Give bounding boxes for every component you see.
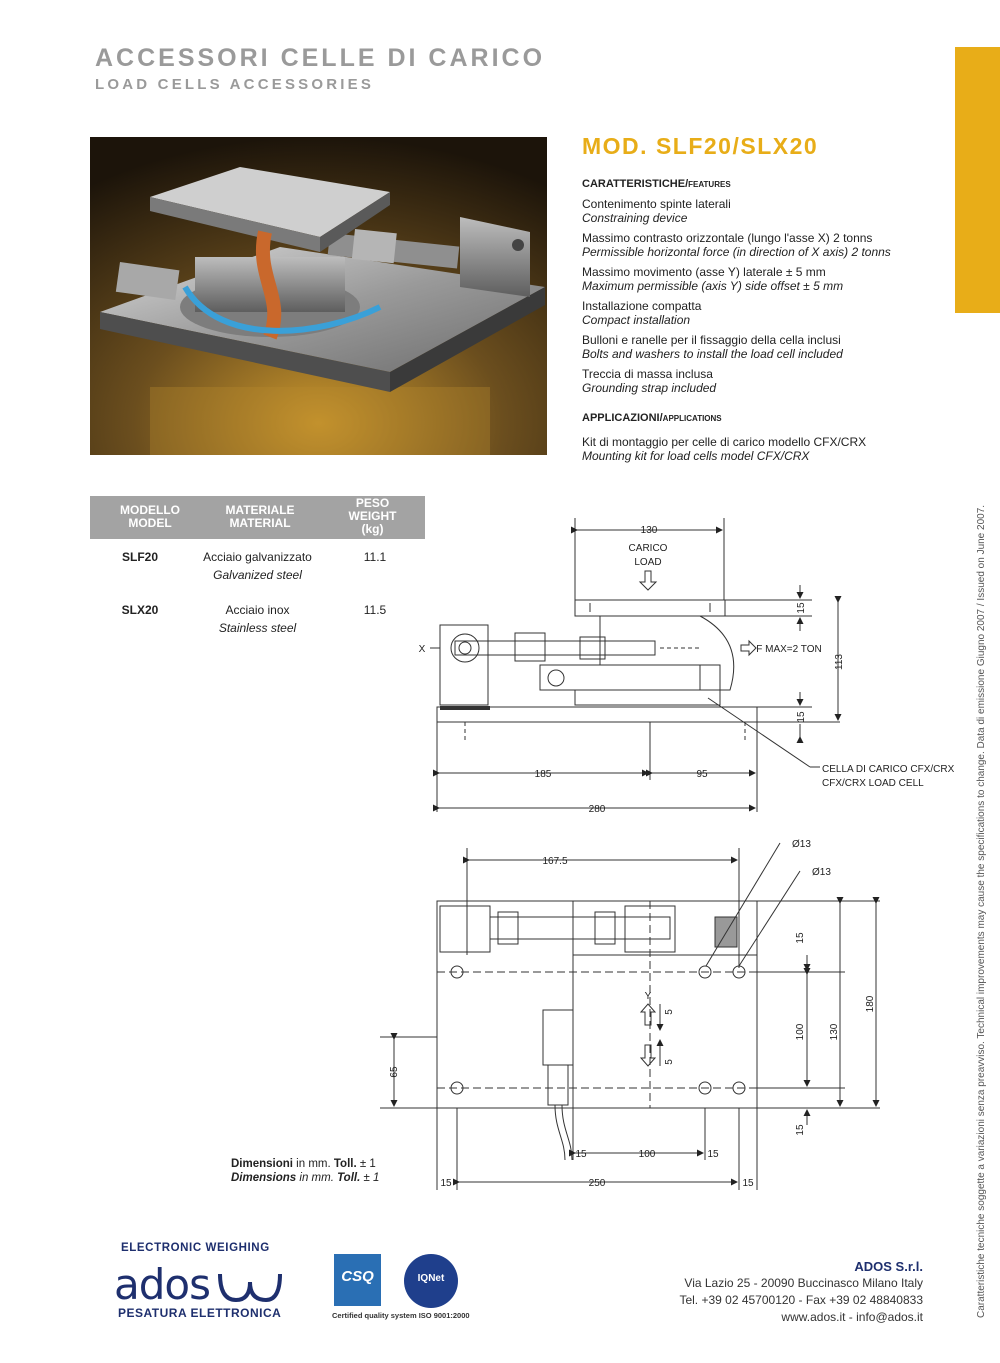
dim-167-5: 167.5: [542, 856, 568, 867]
logo-bottom-text: PESATURA ELETTRONICA: [118, 1306, 282, 1320]
dim-113: 113: [834, 654, 845, 670]
features-heading: CARATTERISTICHE/FEATURES: [582, 178, 731, 190]
dim-65: 65: [389, 1066, 400, 1078]
company-name: ADOS S.r.l.: [854, 1259, 923, 1274]
col-model-header: MODELLO MODEL: [120, 503, 180, 530]
cell-label-en: CFX/CRX LOAD CELL: [822, 778, 924, 789]
model-title: MOD. SLF20/SLX20: [582, 133, 819, 159]
iqnet-logo: IQNet: [404, 1254, 458, 1308]
dim-15-h2: 15: [707, 1149, 719, 1160]
dim-dia-b: Ø13: [812, 867, 831, 878]
logo-brand: ados: [114, 1260, 210, 1309]
feature-item: Contenimento spinte laterali Constraining device: [582, 197, 731, 225]
feature-item: Treccia di massa inclusa Grounding strap included: [582, 367, 717, 395]
feature-item: Installazione compatta Compact installation: [582, 299, 702, 327]
company-address: Via Lazio 25 - 20090 Buccinasco Milano Italy: [684, 1276, 923, 1290]
dim-95: 95: [696, 769, 708, 780]
dim-15-b: 15: [796, 711, 807, 723]
dim-15-h3: 15: [440, 1178, 452, 1189]
dim-100-h: 100: [638, 1149, 656, 1160]
dim-15-a: 15: [796, 602, 807, 614]
cert-caption: Certified quality system ISO 9001:2000: [332, 1311, 470, 1320]
dim-15-bottom: 15: [795, 1124, 806, 1136]
load-label-en: LOAD: [634, 557, 662, 568]
feature-item: Bulloni e ranelle per il fissaggio della cella inclusi Bolts and washers to install the load cell included: [582, 333, 843, 361]
company-info: [640, 1258, 923, 1326]
dim-dia-a: Ø13: [792, 839, 811, 850]
applications-heading: APPLICAZIONI/APPLICATIONS: [582, 412, 722, 424]
company-phone: Tel. +39 02 45700120 - Fax +39 02 48840833: [679, 1293, 923, 1307]
application-item: Kit di montaggio per celle di carico modello CFX/CRX Mounting kit for load cells model CFX/CRX: [582, 435, 867, 463]
load-label-it: CARICO: [628, 543, 668, 554]
dim-250: 250: [588, 1178, 606, 1189]
col-material-header: MATERIALE MATERIAL: [225, 503, 295, 530]
feature-item: Massimo movimento (asse Y) laterale ± 5 mm Maximum permissible (axis Y) side offset ± 5 mm: [582, 265, 844, 293]
dim-100-v: 100: [795, 1023, 806, 1041]
dim-5-a: 5: [664, 1009, 675, 1015]
dim-280: 280: [588, 804, 606, 815]
csq-logo: CSQ: [334, 1254, 381, 1306]
dim-15-h4: 15: [742, 1178, 754, 1189]
dim-15-top: 15: [795, 932, 806, 944]
dim-130-v: 130: [829, 1023, 840, 1041]
company-web[interactable]: www.ados.it - info@ados.it: [781, 1310, 923, 1324]
logo-wave-icon: [216, 1270, 286, 1306]
dimensions-note: Dimensioni in mm. Toll. ± 1 Dimensions in mm. Toll. ± 1: [231, 1158, 380, 1184]
axis-y-label: Y: [644, 991, 652, 1002]
dim-15-h1: 15: [575, 1149, 587, 1160]
logo-top-text: ELECTRONIC WEIGHING: [121, 1242, 270, 1254]
side-disclaimer: Caratteristiche tecniche soggette a variazioni senza preavviso. Technical improvements may cause the specifications to change. Data di emissione Giugno 2007 / Issued on June 2007.: [976, 504, 987, 1318]
page-subtitle: LOAD CELLS ACCESSORIES: [95, 76, 375, 93]
dim-185: 185: [534, 769, 552, 780]
dim-130-top: 130: [640, 525, 658, 536]
dim-180-v: 180: [865, 995, 876, 1013]
col-weight-header: PESO WEIGHT (kg): [348, 496, 397, 536]
cell-label-it: CELLA DI CARICO CFX/CRX: [822, 764, 955, 775]
axis-x-label: X: [418, 644, 426, 655]
page-title: ACCESSORI CELLE DI CARICO: [95, 44, 546, 72]
feature-item: Massimo contrasto orizzontale (lungo l'asse X) 2 tonns Permissible horizontal force (in direction of X axis) 2 tonns: [582, 231, 891, 259]
dim-5-b: 5: [664, 1059, 675, 1065]
force-label: F MAX=2 TON: [756, 644, 822, 655]
